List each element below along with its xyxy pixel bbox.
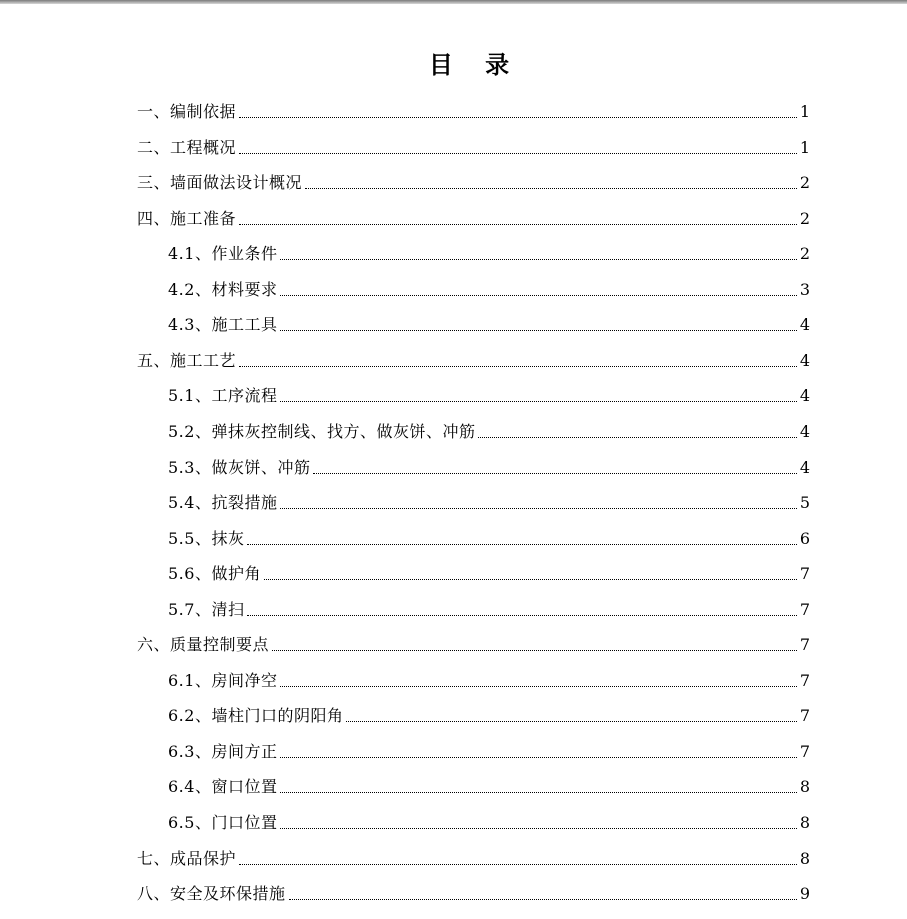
toc-entry[interactable] [168, 767, 810, 797]
toc-dot-leader [305, 187, 797, 189]
toc-dot-leader [264, 578, 797, 580]
toc-entry-page-number: 7 [799, 564, 810, 584]
toc-entry-page-number: 2 [799, 244, 810, 264]
toc-entry[interactable] [137, 874, 810, 904]
toc-entry[interactable] [168, 803, 810, 833]
toc-entry[interactable] [168, 305, 810, 335]
toc-entry[interactable] [168, 732, 810, 762]
toc-entry-label: 五、施工工艺 [137, 350, 237, 370]
toc-entry-label: 6.5、门口位置 [168, 813, 278, 832]
toc-entry[interactable] [168, 234, 810, 264]
toc-entry-label: 三、墙面做法设计概况 [137, 173, 303, 193]
toc-entry[interactable] [168, 554, 810, 584]
page-top-border [0, 0, 907, 4]
toc-entry[interactable] [137, 128, 810, 158]
toc-entry[interactable] [168, 448, 810, 478]
toc-dot-leader [478, 436, 796, 438]
toc-entry-page-number: 7 [799, 741, 810, 761]
toc-entry-label: 5.6、做护角 [168, 564, 261, 584]
toc-entry-label: 5.4、抗裂措施 [168, 493, 278, 513]
toc-entry-label: 5.7、清扫 [168, 599, 245, 619]
toc-entry-label: 七、成品保护 [137, 848, 237, 868]
page-title: 目 录 [428, 50, 522, 79]
toc-entry[interactable] [137, 163, 810, 193]
toc-entry-page-number: 3 [799, 279, 810, 299]
toc-entry-label: 四、施工准备 [137, 208, 237, 228]
toc-entry-page-number: 5 [799, 493, 810, 513]
toc-entry-label: 4.1、作业条件 [168, 244, 278, 264]
toc-dot-leader [280, 400, 796, 402]
toc-dot-leader [280, 685, 796, 687]
toc-dot-leader [247, 614, 796, 616]
toc-entry[interactable] [137, 625, 810, 655]
toc-dot-leader [239, 863, 797, 865]
toc-entry[interactable] [137, 92, 810, 122]
toc-entry-label: 5.1、工序流程 [168, 386, 278, 406]
toc-entry-label: 4.2、材料要求 [168, 279, 278, 299]
toc-dot-leader [280, 791, 796, 793]
toc-entry-label: 6.3、房间方正 [168, 741, 278, 761]
toc-entry[interactable] [168, 270, 810, 300]
toc-dot-leader [239, 152, 797, 154]
toc-dot-leader [239, 116, 797, 118]
toc-entry[interactable] [168, 376, 810, 406]
toc-entry-page-number: 4 [799, 315, 810, 335]
toc-entry[interactable] [137, 341, 810, 371]
toc-entry-page-number: 7 [799, 706, 810, 726]
toc-dot-leader [239, 365, 797, 367]
toc-dot-leader [346, 720, 796, 722]
toc-entry[interactable] [137, 839, 810, 869]
toc-entry-label: 6.2、墙柱门口的阴阳角 [168, 706, 344, 726]
toc-entry-page-number: 1 [799, 102, 810, 121]
toc-entry-label: 六、质量控制要点 [137, 635, 270, 655]
toc-entry[interactable] [168, 483, 810, 513]
toc-dot-leader [280, 294, 796, 296]
toc-dot-leader [272, 649, 797, 651]
toc-entry-page-number: 4 [799, 421, 810, 441]
toc-entry-label: 5.2、弹抹灰控制线、找方、做灰饼、冲筋 [168, 421, 476, 441]
toc-entry-page-number: 1 [799, 137, 810, 157]
toc-entry-page-number: 4 [799, 350, 810, 370]
toc-entry-label: 5.5、抹灰 [168, 528, 245, 548]
toc-dot-leader [289, 898, 797, 900]
toc-entry-label: 二、工程概况 [137, 137, 237, 157]
toc-entry-page-number: 4 [799, 386, 810, 406]
toc-entry-page-number: 8 [799, 777, 810, 797]
toc-dot-leader [280, 329, 796, 331]
toc-entry[interactable] [168, 519, 810, 549]
toc-dot-leader [280, 507, 796, 509]
toc-entry[interactable] [168, 412, 810, 442]
toc-entry-page-number: 8 [799, 813, 810, 832]
toc-dot-leader [239, 223, 797, 225]
toc-entry-label: 6.4、窗口位置 [168, 777, 278, 797]
toc-entry-page-number: 8 [799, 848, 810, 868]
toc-dot-leader [247, 543, 796, 545]
toc-entry-page-number: 7 [799, 599, 810, 619]
toc-entry[interactable] [168, 590, 810, 620]
toc-dot-leader [280, 258, 796, 260]
toc-entry[interactable] [168, 696, 810, 726]
toc-dot-leader [280, 827, 796, 829]
toc-entry-label: 八、安全及环保措施 [137, 884, 286, 904]
toc-entry-label: 6.1、房间净空 [168, 670, 278, 690]
toc-entry-page-number: 9 [799, 884, 810, 904]
toc-entry-label: 5.3、做灰饼、冲筋 [168, 457, 311, 477]
toc-entry-page-number: 7 [799, 670, 810, 690]
toc-entry-page-number: 4 [799, 457, 810, 477]
toc-dot-leader [313, 472, 796, 474]
toc-entry-page-number: 2 [799, 173, 810, 193]
toc-entry-page-number: 7 [799, 635, 810, 655]
toc-entry-page-number: 2 [799, 208, 810, 228]
toc-entry-label: 一、编制依据 [137, 102, 237, 121]
toc-entry[interactable] [137, 199, 810, 229]
toc-entry[interactable] [168, 661, 810, 691]
toc-dot-leader [280, 756, 796, 758]
toc-entry-page-number: 6 [799, 528, 810, 548]
toc-entry-label: 4.3、施工工具 [168, 315, 278, 335]
